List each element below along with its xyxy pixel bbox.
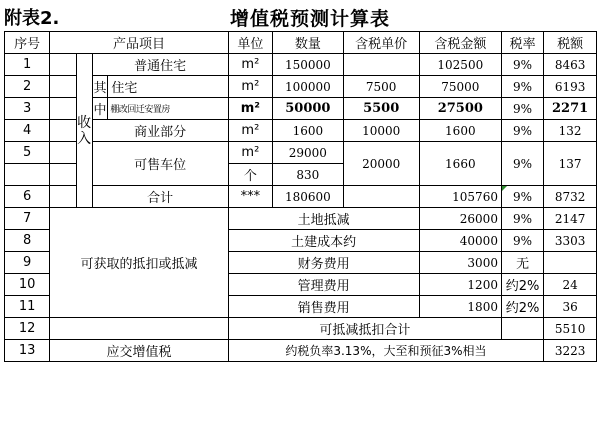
tax-cell: 24: [544, 274, 597, 296]
amount-cell: 105760: [419, 186, 501, 208]
tax-cell: 36: [544, 296, 597, 318]
rate-cell: 9%: [501, 98, 543, 120]
seq-cell: 1: [5, 54, 50, 76]
blank-cell: [50, 318, 228, 340]
rate-cell: 约2%: [501, 274, 543, 296]
seq-cell: 8: [5, 230, 50, 252]
item-cell: 应交增值税: [50, 340, 228, 362]
item-cell: 普通住宅: [92, 54, 228, 76]
table-row: [5, 142, 597, 164]
table-row: [5, 186, 597, 208]
deduct-text: 可获取的抵扣或抵减: [80, 257, 198, 272]
amount-cell: 1660: [419, 142, 501, 186]
item-cell: 商业部分: [92, 120, 228, 142]
income-text: 收入: [77, 114, 92, 147]
rate-cell: [501, 186, 543, 208]
tax-cell: 2271: [544, 98, 597, 120]
seq-cell: 2: [5, 76, 50, 98]
table-row: [5, 76, 597, 98]
tax-cell: 137: [544, 142, 597, 186]
item-cell: 可售车位: [92, 142, 228, 186]
qty-cell: 100000: [273, 76, 344, 98]
amount-cell: 26000: [419, 208, 501, 230]
seq-cell: 5: [5, 142, 50, 164]
deduct-label: [50, 208, 228, 318]
price-cell: 10000: [343, 120, 419, 142]
tax-cell: 6193: [544, 76, 597, 98]
rate-cell: 9%: [501, 142, 543, 186]
rate-cell: 9%: [501, 230, 543, 252]
seq-cell: 4: [5, 120, 50, 142]
item-cell: 合计: [92, 186, 228, 208]
vat-forecast-table: [4, 31, 597, 362]
rate-cell: 约2%: [501, 296, 543, 318]
amount-cell: 1200: [419, 274, 501, 296]
tax-cell: 3223: [544, 340, 597, 362]
tax-cell: [544, 252, 597, 274]
price-cell: 20000: [343, 142, 419, 186]
item-cell: 土地抵减: [228, 208, 419, 230]
table-row: [5, 208, 597, 230]
amount-cell: 102500: [419, 54, 501, 76]
rate-cell: 9%: [501, 76, 543, 98]
table-row: [5, 340, 597, 362]
seq-cell: 7: [5, 208, 50, 230]
header-item: 产品项目: [50, 32, 228, 54]
amount-cell: 27500: [419, 98, 501, 120]
seq-cell: 9: [5, 252, 50, 274]
header-tax: 税额: [544, 32, 597, 54]
header-price: 含税单价: [343, 32, 419, 54]
note-cell: 约税负率3.13%，大至和预征3%相当: [228, 340, 543, 362]
table-label: 附表2.: [4, 8, 60, 29]
seq-cell: 3: [5, 98, 50, 120]
amount-cell: 3000: [419, 252, 501, 274]
seq-cell: 6: [5, 186, 50, 208]
amount-cell: 1800: [419, 296, 501, 318]
tax-cell: 5510: [544, 318, 597, 340]
tax-cell: 3303: [544, 230, 597, 252]
item-cell: 可抵减抵扣合计: [228, 318, 501, 340]
amount-cell: 1600: [419, 120, 501, 142]
qi-label: 其: [92, 76, 108, 98]
item-cell: 棚改回迁安置房: [108, 98, 228, 120]
tax-cell: 132: [544, 120, 597, 142]
qty-cell: 50000: [273, 98, 344, 120]
unit-cell: m²: [228, 54, 272, 76]
income-label: [76, 54, 92, 208]
header-seq: 序号: [5, 32, 50, 54]
seq-cell: 12: [5, 318, 50, 340]
amount-cell: 40000: [419, 230, 501, 252]
table-title: 增值税预测计算表: [230, 8, 391, 30]
amount-cell: 75000: [419, 76, 501, 98]
unit-cell: 个: [228, 164, 272, 186]
unit-cell: m²: [228, 98, 272, 120]
header-rate: 税率: [501, 32, 543, 54]
qty-cell: 150000: [273, 54, 344, 76]
unit-cell: m²: [228, 76, 272, 98]
unit-cell: ***: [228, 186, 272, 208]
table-row: [5, 318, 597, 340]
rate-cell: 9%: [501, 208, 543, 230]
price-cell: 5500: [343, 98, 419, 120]
header-qty: 数量: [273, 32, 344, 54]
item-cell: 住宅: [108, 76, 228, 98]
qty-cell: 180600: [273, 186, 344, 208]
comment-marker: [502, 186, 507, 191]
zhong-label: 中: [92, 98, 108, 120]
table-row: [5, 120, 597, 142]
table-row: [5, 98, 597, 120]
item-cell: 财务费用: [228, 252, 419, 274]
qty-cell: 1600: [273, 120, 344, 142]
tax-cell: 8732: [544, 186, 597, 208]
header-unit: 单位: [228, 32, 272, 54]
seq-cell: 13: [5, 340, 50, 362]
item-cell: 土建成本约: [228, 230, 419, 252]
item-cell: 销售费用: [228, 296, 419, 318]
qty-cell: 830: [273, 164, 344, 186]
seq-cell: 10: [5, 274, 50, 296]
unit-cell: m²: [228, 120, 272, 142]
seq-cell: 11: [5, 296, 50, 318]
tax-cell: 8463: [544, 54, 597, 76]
price-cell: 7500: [343, 76, 419, 98]
qty-cell: 29000: [273, 142, 344, 164]
tax-cell: 2147: [544, 208, 597, 230]
rate-cell: 9%: [501, 120, 543, 142]
header-row: [5, 32, 597, 54]
price-cell: [343, 54, 419, 76]
header-amount: 含税金额: [419, 32, 501, 54]
unit-cell: m²: [228, 142, 272, 164]
rate-cell: 9%: [501, 54, 543, 76]
title-row: [0, 0, 610, 30]
item-cell: 管理费用: [228, 274, 419, 296]
table-row: [5, 54, 597, 76]
rate-text: 9%: [513, 189, 533, 204]
rate-cell: 无: [501, 252, 543, 274]
